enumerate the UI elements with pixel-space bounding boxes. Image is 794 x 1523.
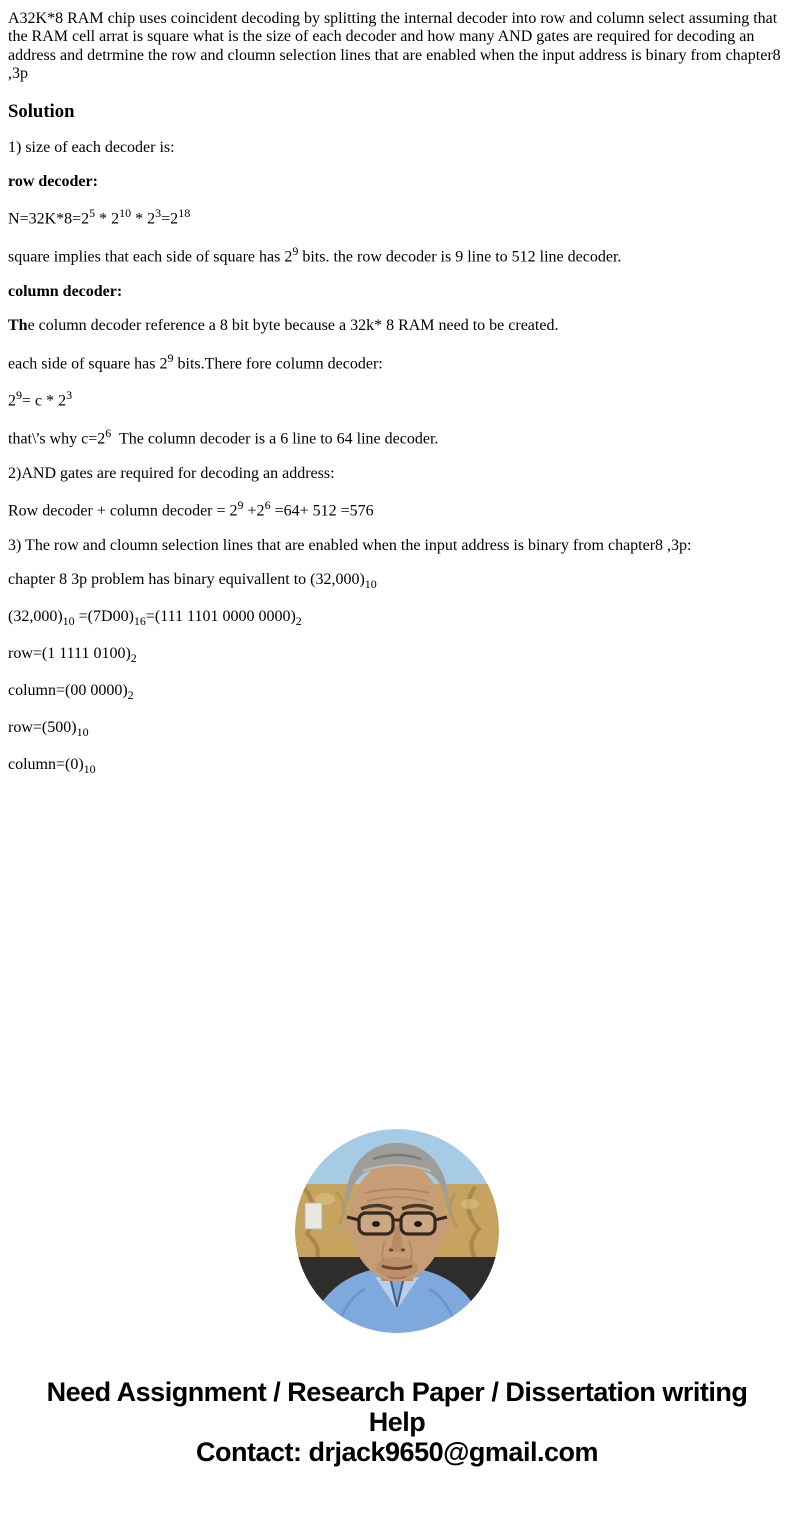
tutor-avatar-container <box>8 1129 786 1333</box>
solution-line: column=(00 $0000)_2$ <box>8 682 134 703</box>
photo-switch-plate <box>305 1203 322 1229</box>
solution-heading: Solution <box>8 100 75 122</box>
solution-line: $2^9= c * 2^3$ <box>8 388 73 410</box>
solution-line: square implies that each side of square has $2^9$ bits. the row decoder is 9 line to 512 line decoder. <box>8 244 622 266</box>
solution-line: chapter 8 3p problem has binary equivallent to $(32,000)_{10}$ <box>8 571 377 592</box>
solution-line: row=(1 1111 $0100)_2$ <box>8 645 137 666</box>
solution-line: $column=(0)_{10}$ <box>8 756 96 777</box>
footer-contact-text: Contact: drjack9650@gmail.com <box>196 1437 598 1468</box>
solution-line: The column decoder reference a 8 bit byte because a 32k* 8 RAM need to be created. <box>8 317 559 335</box>
solution-line: $N=32K*8=2^5 * 2^{10} * 2^3=2^{18}$ <box>8 206 191 228</box>
solution-line: $(32,000)_{10} =(7D00)_{16}=(111$ 1101 0000 $0000)_2$ <box>8 608 302 629</box>
question-text: A32K*8 RAM chip uses coincident decoding by splitting the internal decoder into row and column select assuming that the RAM cell arrat is square what is the size of each decoder and how many AND gates are required for decoding an address and detrmine the row and cloumn selection lines that are enabled when the input address is binary from chapter8 ,3p <box>8 10 781 83</box>
solution-line: row decoder: <box>8 172 98 190</box>
solution-body <box>8 139 786 778</box>
footer-help-text: Need Assignment / Research Paper / Dissertation writing Help <box>46 1377 748 1438</box>
tutor-photo <box>295 1129 499 1333</box>
solution-line: Row decoder + column decoder = $2^9 +2^6 =64+ 512 =576$ <box>8 498 374 520</box>
solution-line: $row=(500)_{10}$ <box>8 719 89 740</box>
footer-ad <box>8 1377 786 1467</box>
solution-line: that\'s why $c=2^6$ The column decoder is a 6 line to 64 line decoder. <box>8 426 439 448</box>
solution-line: 2)AND gates are required for decoding an address: <box>8 464 335 482</box>
solution-line: 1) size of each decoder is: <box>8 138 175 156</box>
solution-line: column decoder: <box>8 282 123 300</box>
solution-line: each side of square has $2^9$ bits.There fore column decoder: <box>8 350 383 372</box>
solution-line: 3) The row and cloumn selection lines that are enabled when the input address is binary from chapter8 ,3p: <box>8 536 692 554</box>
